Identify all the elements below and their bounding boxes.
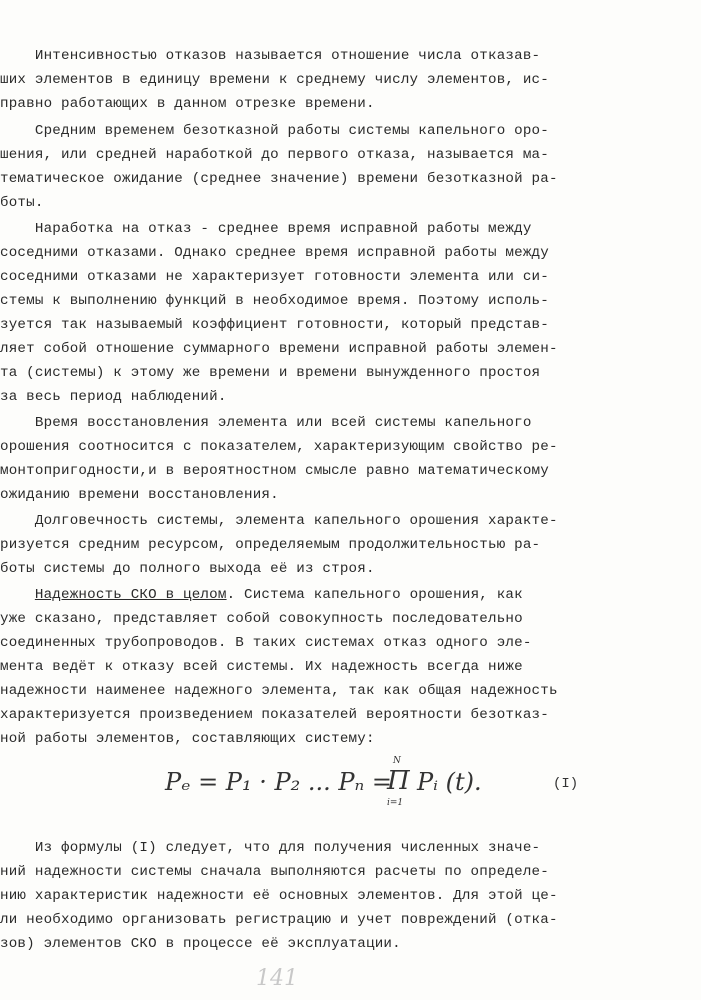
text-line: шения, или средней наработкой до первого отказа, называется ма- (0, 147, 549, 163)
formula-number: (I) (553, 776, 579, 792)
text-line: характеризуется произведением показателей вероятности безотказ- (0, 707, 549, 723)
text-line: ний надежности системы сначала выполняются расчеты по определе- (0, 864, 549, 880)
section-heading-rest: . Система капельного орошения, как (226, 587, 523, 603)
text-line: зов) элементов СКО в процессе её эксплуатации. (0, 936, 401, 952)
text-line: боты системы до полного выхода её из строя. (0, 561, 375, 577)
formula-lower-limit: i=1 (387, 798, 404, 808)
text-line: ших элементов в единицу времени к среднему числу элементов, ис- (0, 72, 549, 88)
text-line: боты. (0, 195, 44, 211)
text-line: ожиданию времени восстановления. (0, 487, 279, 503)
text-line: Время восстановления элемента или всей системы капельного (0, 415, 532, 431)
text-line: ляет собой отношение суммарного времени исправной работы элемен- (0, 341, 558, 357)
text-line: зуется так называемый коэффициент готовности, который представ- (0, 317, 549, 333)
text-line: мента ведёт к отказу всей системы. Их надежность всегда ниже (0, 659, 523, 675)
text-line: соседними отказами не характеризует готовности элемента или си- (0, 269, 549, 285)
text-line: соседними отказами. Однако среднее время исправной работы между (0, 245, 549, 261)
formula (165, 756, 605, 826)
formula-lhs: Pₑ = P₁ · P₂ ... Pₙ = (165, 768, 392, 796)
text-line: Из формулы (I) следует, что для получения численных значе- (0, 840, 541, 856)
text-line: соединенных трубопроводов. В таких системах отказ одного эле- (0, 635, 532, 651)
text-line: орошения соотносится с показателем, характеризующим свойство ре- (0, 439, 558, 455)
formula-product-symbol: Π (387, 766, 410, 796)
page-mark: 141 (256, 966, 298, 991)
text-line: стемы к выполнению функций в необходимое время. Поэтому исполь- (0, 293, 549, 309)
text-line: та (системы) к этому же времени и времени вынужденного простоя (0, 365, 541, 381)
text-line: ной работы элементов, составляющих систему: (0, 731, 375, 747)
formula-rhs: Pᵢ (t). (417, 768, 482, 796)
text-line: ризуется средним ресурсом, определяемым продолжительностью ра- (0, 537, 541, 553)
text-line: Интенсивностью отказов называется отношение числа отказав- (0, 48, 541, 64)
text-line: Наработка на отказ - среднее время исправной работы между (0, 221, 532, 237)
text-line: нию характеристик надежности её основных элементов. Для этой це- (0, 888, 558, 904)
text-line: ли необходимо организовать регистрацию и учет повреждений (отка- (0, 912, 558, 928)
text-line: Долговечность системы, элемента капельного орошения характе- (0, 513, 558, 529)
text-line: уже сказано, представляет собой совокупность последовательно (0, 611, 523, 627)
text-line: за весь период наблюдений. (0, 389, 227, 405)
text-line: Средним временем безотказной работы системы капельного оро- (0, 123, 549, 139)
section-heading-line (0, 585, 523, 605)
section-heading: Надежность СКО в целом (34, 587, 227, 603)
text-line: монтопригодности,и в вероятностном смысле равно математическому (0, 463, 549, 479)
text-line: надежности наименее надежного элемента, так как общая надежность (0, 683, 558, 699)
formula-upper-limit: N (393, 756, 401, 766)
text-line: тематическое ожидание (среднее значение) времени безотказной ра- (0, 171, 558, 187)
text-line: правно работающих в данном отрезке времени. (0, 96, 375, 112)
